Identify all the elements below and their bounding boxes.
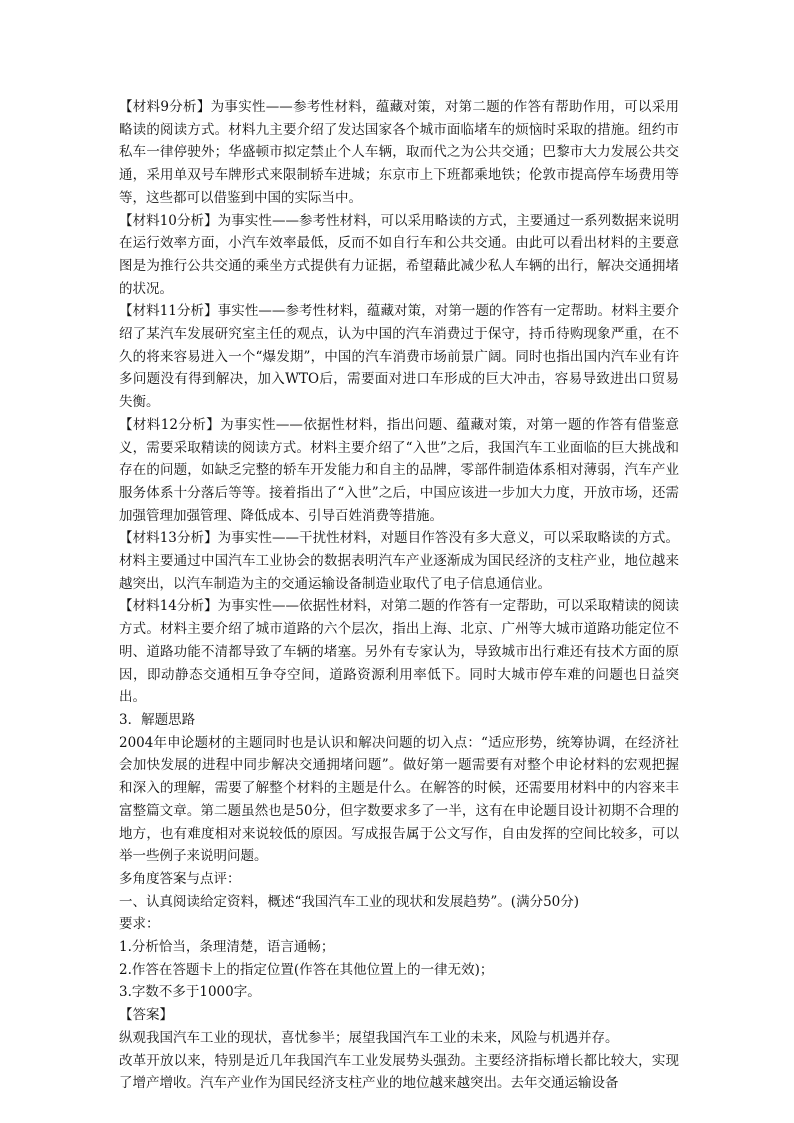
- answer-label: 【答案】: [119, 1007, 173, 1024]
- requirement-item-2: 2.作答在答题卡上的指定位置(作答在其他位置上的一律无效)；: [119, 961, 494, 978]
- paragraph-material-11-analysis: 【材料11分析】事实性——参考性材料，蕴藏对策，对第一题的作答有一定帮助。材料主要介绍了某汽车发展研究室主任的观点，认为中国的汽车消费过于保守，持币待购现象严重，在不久的将来容易进入一个“爆发期”，中国的汽车消费市场前景广阔。同时也指出国内汽车业有许多问题没有得到解决，加入WTO后，需要面对进口车形成的巨大冲击，容易导致进出口贸易失衡。: [119, 303, 679, 411]
- question-one: 一、认真阅读给定资料，概述“我国汽车工业的现状和发展趋势”。(满分50分): [119, 893, 580, 910]
- paragraph-material-9-analysis: 【材料9分析】为事实性——参考性材料，蕴藏对策，对第二题的作答有帮助作用，可以采用略读的阅读方式。材料九主要介绍了发达国家各个城市面临堵车的烦恼时采取的措施。纽约市私车一律停驶外；华盛顿市拟定禁止个人车辆，取而代之为公共交通；巴黎市大力发展公共交通，采用单双号车牌形式来限制轿车进城；东京市上下班都乘地铁；伦敦市提高停车场费用等等，这些都可以借鉴到中国的实际当中。: [119, 99, 679, 206]
- answer-paragraph-2: 改革开放以来，特别是近几年我国汽车工业发展势头强劲。主要经济指标增长都比较大，实现了增产增收。汽车产业作为国民经济支柱产业的地位越来越突出。去年交通运输设备: [119, 1052, 679, 1092]
- paragraph-material-10-analysis: 【材料10分析】为事实性——参考性材料，可以采用略读的方式，主要通过一系列数据来说明在运行效率方面，小汽车效率最低，反而不如自行车和公共交通。由此可以看出材料的主要意图是为推行公共交通的乘坐方式提供有力证据，希望藉此减少私人车辆的出行，解决交通拥堵的状况。: [119, 212, 679, 297]
- document-body: [119, 96, 679, 1095]
- section-heading-solution-approach: 3．解题思路: [119, 711, 196, 728]
- answer-paragraph-1: 纵观我国汽车工业的现状，喜忧参半；展望我国汽车工业的未来，风险与机遇并存。: [119, 1029, 619, 1046]
- requirement-item-1: 1.分析恰当，条理清楚，语言通畅；: [119, 939, 335, 956]
- paragraph-solution-approach: 2004年申论题材的主题同时也是认识和解决问题的切入点：“适应形势，统筹协调，在经济社会加快发展的进程中同步解决交通拥堵问题”。做好第一题需要有对整个申论材料的宏观把握和深入的理解，需要了解整个材料的主题是什么。在解答的时候，还需要用材料中的内容来丰富整篇文章。第二题虽然也是50分，但字数要求多了一半，这有在申论题目设计初期不合理的地方，也有难度相对来说较低的原因。写成报告属于公文写作，自由发挥的空间比较多，可以举一些例子来说明问题。: [119, 734, 679, 865]
- requirement-item-3: 3.字数不多于1000字。: [119, 984, 261, 1001]
- subheading-answers-comments: 多角度答案与点评：: [119, 870, 241, 887]
- requirements-label: 要求：: [119, 916, 160, 933]
- paragraph-material-14-analysis: 【材料14分析】为事实性——依据性材料，对第二题的作答有一定帮助，可以采取精读的阅读方式。材料主要介绍了城市道路的六个层次，指出上海、北京、广州等大城市道路功能定位不明、道路功能不清都导致了车辆的堵塞。另外有专家认为，导致城市出行难还有技术方面的原因，即动静态交通相互争夺空间，道路资源利用率低下。同时大城市停车难的问题也日益突出。: [119, 598, 679, 706]
- paragraph-material-13-analysis: 【材料13分析】为事实性——干扰性材料，对题目作答没有多大意义，可以采取略读的方式。材料主要通过中国汽车工业协会的数据表明汽车产业逐渐成为国民经济的支柱产业，地位越来越突出，以汽车制造为主的交通运输设备制造业取代了电子信息通信业。: [119, 530, 679, 592]
- paragraph-material-12-analysis: 【材料12分析】为事实性——依据性材料，指出问题、蕴藏对策，对第一题的作答有借鉴意义，需要采取精读的阅读方式。材料主要介绍了“入世”之后，我国汽车工业面临的巨大挑战和存在的问题，如缺乏完整的轿车开发能力和自主的品牌，零部件制造体系相对薄弱，汽车产业服务体系十分落后等等。接着指出了“入世”之后，中国应该进一步加大力度，开放市场，还需加强管理加强管理、降低成本、引导百姓消费等措施。: [119, 416, 679, 524]
